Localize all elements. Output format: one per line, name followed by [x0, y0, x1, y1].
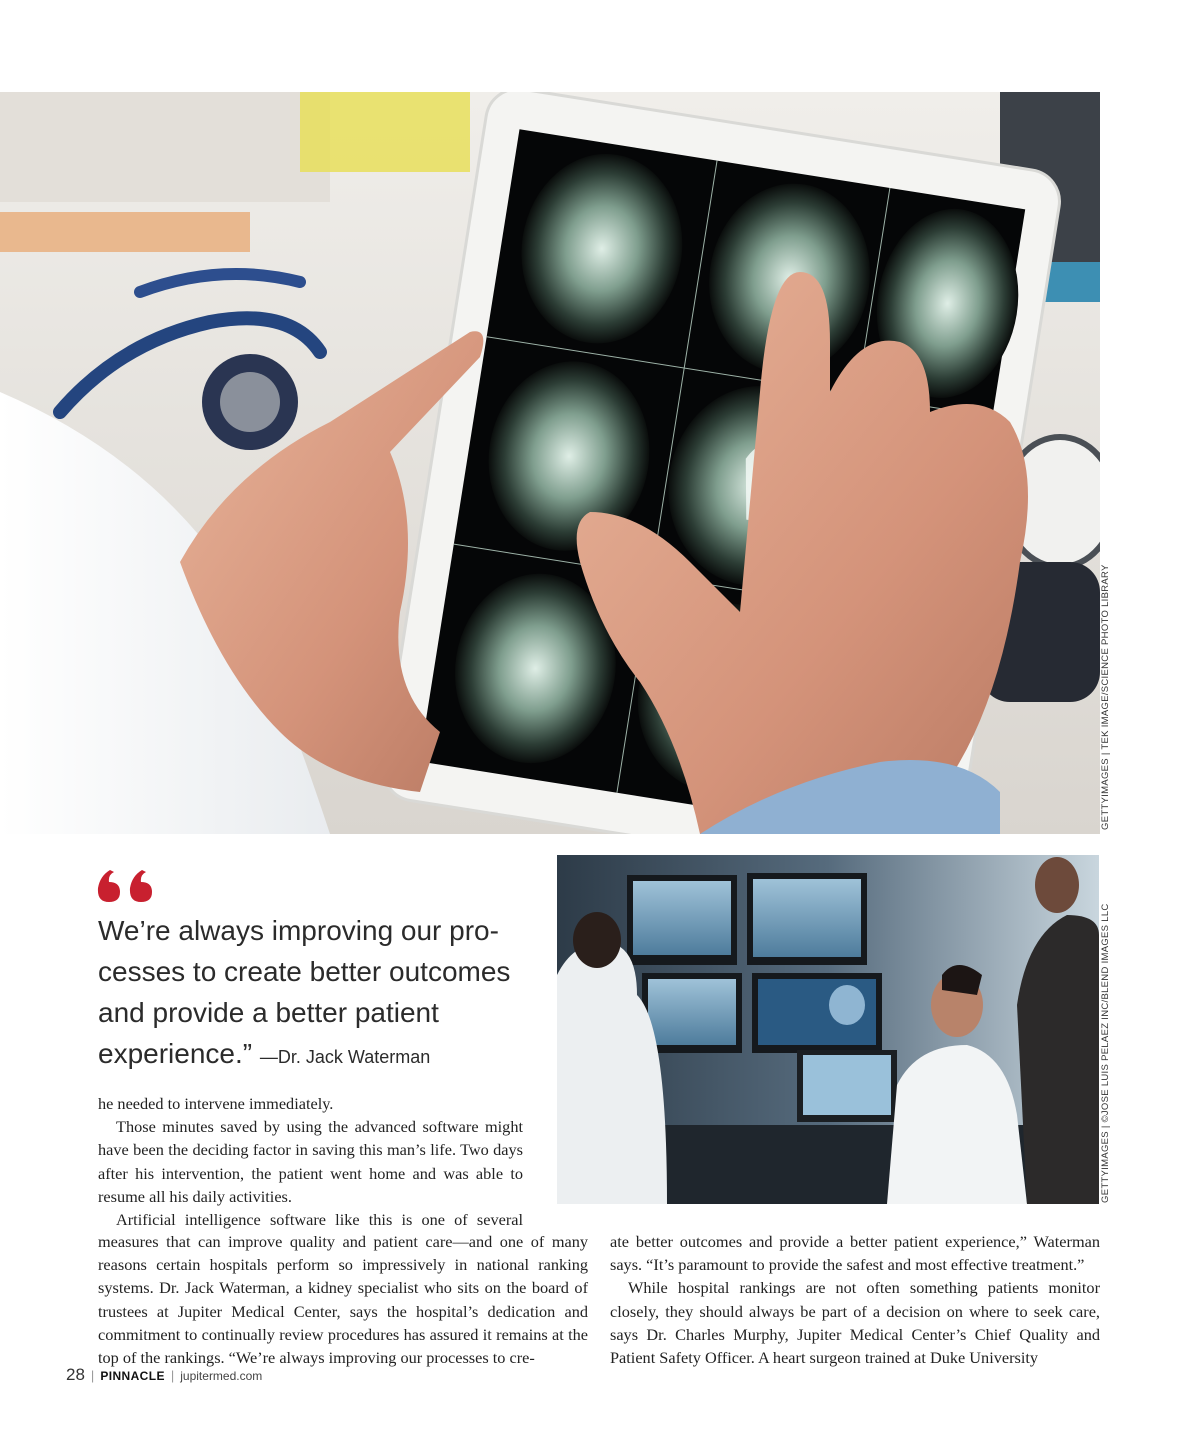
pull-quote-line: and provide a better patient	[98, 997, 439, 1028]
pull-quote-attribution: —Dr. Jack Waterman	[259, 1047, 431, 1067]
pull-quote-line: cesses to create better outcomes	[98, 956, 511, 987]
body-column-left-upper	[98, 1092, 523, 1231]
footer-separator: |	[170, 1368, 175, 1383]
pull-quote-line: We’re always improving our pro-	[98, 915, 499, 946]
body-paragraph: ate better outcomes and provide a better patient experience,” Waterman says. “It’s paramount to provide the safest and most effective treatment.”	[610, 1232, 1100, 1275]
body-paragraph: While hospital rankings are not often something patients monitor closely, they should always be part of a decision on where to seek care, says Dr. Charles Murphy, Jupiter Medical Center’s Chief Quality and Patient Safety Officer. A heart surgeon trained at Duke University	[610, 1278, 1100, 1368]
hero-photo-credit: GETTYIMAGES | TEK IMAGE/SCIENCE PHOTO LIBRARY	[1100, 564, 1111, 830]
hero-illustration	[0, 92, 1100, 834]
magazine-name: PINNACLE	[100, 1369, 165, 1383]
pull-quote	[98, 910, 538, 1078]
page-number: 28	[66, 1365, 85, 1384]
pull-quote-line: experience.”	[98, 1038, 253, 1069]
hero-photo	[0, 92, 1100, 834]
body-paragraph: Those minutes saved by using the advanced software might have been the deciding factor in saving this man’s life. Two days after his intervention, the patient went home and was able to resume all his daily activities.	[98, 1117, 523, 1206]
telemedicine-illustration	[557, 855, 1099, 1204]
body-paragraph: measures that can improve quality and patient care—and one of many reasons certain hospitals perform so impressively in national ranking systems. Dr. Jack Waterman, a kidney specialist who sits on the board of trustees at Jupiter Medical Center, says the hospital’s dedication and commitment to continually review procedures has assured it remains at the top of the rankings. “We’re always improving our processes to cre-	[98, 1232, 588, 1368]
website-link[interactable]: jupitermed.com	[180, 1369, 263, 1383]
body-column-right	[610, 1230, 1100, 1369]
page-footer	[66, 1365, 262, 1385]
body-column-left-lower	[98, 1230, 588, 1369]
footer-separator: |	[90, 1368, 95, 1383]
telemedicine-photo	[557, 855, 1099, 1204]
body-paragraph: he needed to intervene immediately.	[98, 1094, 334, 1113]
telemedicine-photo-credit: GETTYIMAGES | ©JOSE LUIS PELAEZ INC/BLEND IMAGES LLC	[1100, 903, 1111, 1203]
quote-mark-icon	[96, 862, 156, 904]
body-paragraph: Artificial intelligence software like this is one of several	[116, 1210, 523, 1230]
